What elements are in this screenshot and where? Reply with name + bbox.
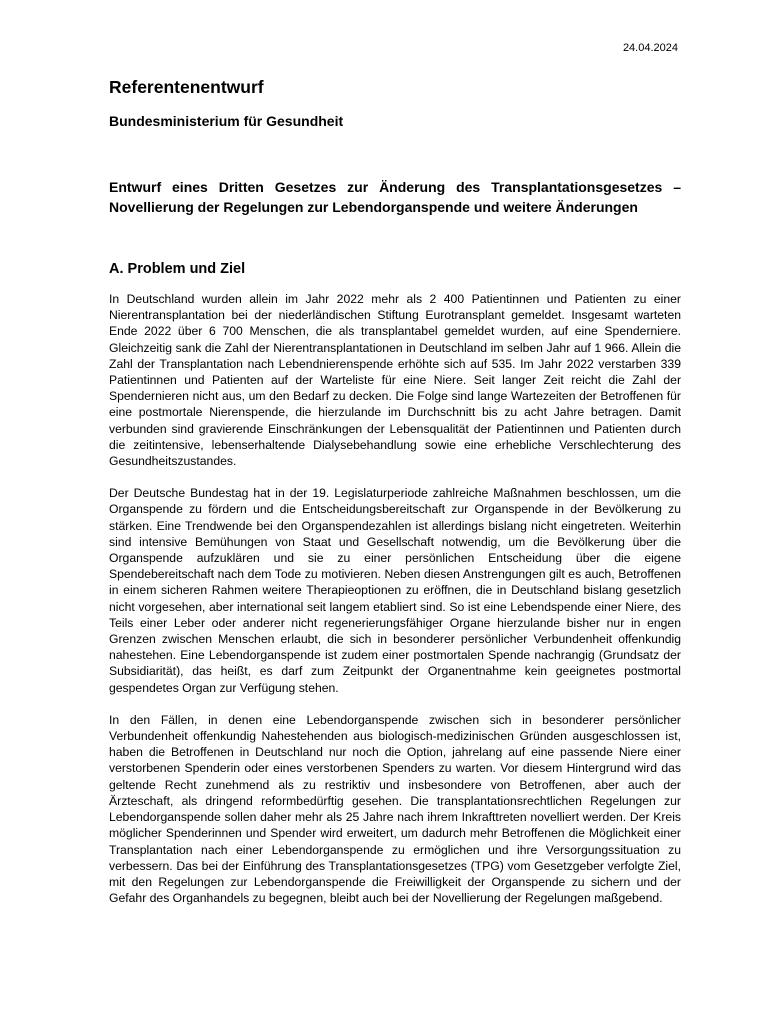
- paragraph: Der Deutsche Bundestag hat in der 19. Legislaturperiode zahlreiche Maßnahmen beschlossen, um die Organspende zu fördern und die Entscheidungsbereitschaft zur Organspende in der Bevölkerung zu stärken. Eine Trendwende bei den Organspendezahlen ist allerdings bislang nicht eingetreten. Weiterhin sind intensive Bemühungen von Staat und Gesellschaft notwendig, um die Bevölkerung über die Organspende aufzuklären und sie zu einer persönlichen Entscheidung über die eigene Spendebereitschaft nach dem Tode zu motivieren. Neben diesen Anstrengungen gilt es auch, Betroffenen in einem sicheren Rahmen weitere Therapieoptionen zu eröffnen, die in Deutschland bislang gesetzlich nicht vorgesehen, aber international seit langem etabliert sind. So ist eine Lebendspende einer Niere, des Teils einer Leber oder anderer nicht regenerierungsfähiger Organe hierzulande bisher nur in engen Grenzen zwischen Menschen erlaubt, die sich in besonderer persönlicher Verbundenheit offenkundig nahestehen. Eine Lebendorganspende ist zudem einer postmortalen Spende nachrangig (Grundsatz der Subsidiarität), das heißt, es darf zum Zeitpunkt der Organentnahme kein geeignetes postmortal gespendetes Organ zur Verfügung stehen.: [109, 486, 681, 695]
- paragraph: In den Fällen, in denen eine Lebendorganspende zwischen sich in besonderer persönlicher Verbundenheit offenkundig Nahestehenden aus biologisch-medizinischen Gründen ausgeschlossen ist, haben die Betroffenen in Deutschland nur noch die Option, jahrelang auf eine passende Niere einer verstorbenen Spenderin oder eines verstorbenen Spenders zu warten. Vor diesem Hintergrund wird das geltende Recht zunehmend als zu restriktiv und insbesondere von Betroffenen, aber auch der Ärzteschaft, als dringend reformbedürftig gesehen. Die transplantationsrechtlichen Regelungen zur Lebendorganspende sollen daher mehr als 25 Jahre nach ihrem Inkrafttreten novelliert werden. Der Kreis möglicher Spenderinnen und Spender wird erweitert, um dadurch mehr Betroffenen die Möglichkeit einer Transplantation nach einer Lebendorganspende zu ermöglichen und ihre Versorgungssituation zu verbessern. Das bei der Einführung des Transplantationsgesetzes (TPG) vom Gesetzgeber verfolgte Ziel, mit den Regelungen zur Lebendorganspende die Freiwilligkeit der Organspende zu sichern und der Gefahr des Organhandels zu begegnen, bleibt auch bei der Novellierung der Regelungen maßgebend.: [109, 712, 681, 906]
- document-date: 24.04.2024: [622, 42, 678, 54]
- ministry-name: Bundesministerium für Gesundheit: [109, 113, 344, 129]
- body-text: [109, 291, 681, 922]
- paragraph: In Deutschland wurden allein im Jahr 2022 mehr als 2 400 Patientinnen und Patienten zu einer Nierentransplantation bei der niederländischen Stiftung Eurotransplant gemeldet. Insgesamt warteten Ende 2022 über 6 700 Menschen, die als transplantabel gemeldet wurden, auf eine Spenderniere. Gleichzeitig sank die Zahl der Nierentransplantationen in Deutschland im selben Jahr auf 1 966. Allein die Zahl der Transplantation nach Lebendnierenspende erhöhte sich auf 535. Im Jahr 2022 verstarben 339 Patientinnen und Patienten auf der Warteliste für eine Niere. Seit langer Zeit reicht die Zahl der Spendernieren nicht aus, um den Bedarf zu decken. Die Folge sind lange Wartezeiten der Betroffenen für eine postmortale Nierenspende, die hierzulande im Durchschnitt bis zu acht Jahre betragen. Damit verbunden sind gravierende Einschränkungen der Lebensqualität der Patientinnen und Patienten durch die zeitintensive, lebenserhaltende Dialysebehandlung sowie eine erhebliche Verschlechterung des Gesundheitszustandes.: [109, 292, 681, 469]
- document-title: Referentenentwurf: [109, 77, 264, 97]
- bill-title: Entwurf eines Dritten Gesetzes zur Änderung des Transplantationsgesetzes – Novellierung der Regelungen zur Lebendorganspende und weitere Änderungen: [109, 179, 681, 215]
- section-heading: A. Problem und Ziel: [109, 261, 246, 277]
